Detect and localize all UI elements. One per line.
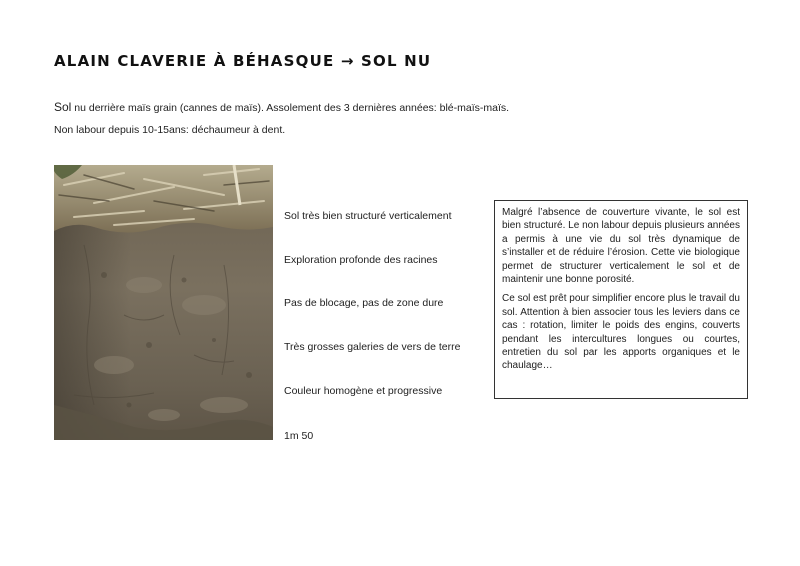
page-title: ALAIN CLAVERIE À BÉHASQUE → SOL NU: [54, 52, 432, 70]
intro-line-1-lead: Sol: [54, 100, 72, 114]
intro-line-1: [54, 100, 509, 114]
observation-no-compaction: Pas de blocage, pas de zone dure: [284, 297, 444, 309]
intro-line-2: Non labour depuis 10-15ans: déchaumeur à dent.: [54, 124, 286, 136]
commentary-paragraph-1: Malgré l’absence de couverture vivante, le sol est bien structuré. Le non labour depuis plusieurs années a permis à une vie du sol très dynamique de s’installer et de réduire l’érosion. Cette vie biologique permet de structurer verticalement le sol et de maintenir une bonne porosité.: [502, 207, 740, 286]
observation-color: Couleur homogène et progressive: [284, 385, 443, 397]
observation-earthworm-galleries: Très grosses galeries de vers de terre: [284, 341, 461, 353]
intro-line-1-text: nu derrière maïs grain (cannes de maïs). Assolement des 3 dernières années: blé-maïs-maïs.: [71, 102, 510, 114]
soil-profile-photo: [54, 165, 273, 440]
commentary-paragraph-2: Ce sol est prêt pour simplifier encore plus le travail du sol. Attention à bien associer tous les leviers dans ce cas : rotation, limiter le poids des engins, couverts pendant les intercultures longues ou courtes, entretien du sol par les apports organiques et le chaulage…: [502, 293, 740, 372]
soil-profile-image: [54, 165, 273, 440]
commentary-box: [494, 200, 748, 399]
observation-depth: 1m 50: [284, 430, 314, 442]
observation-structure: Sol très bien structuré verticalement: [284, 210, 452, 222]
observation-roots: Exploration profonde des racines: [284, 254, 438, 266]
